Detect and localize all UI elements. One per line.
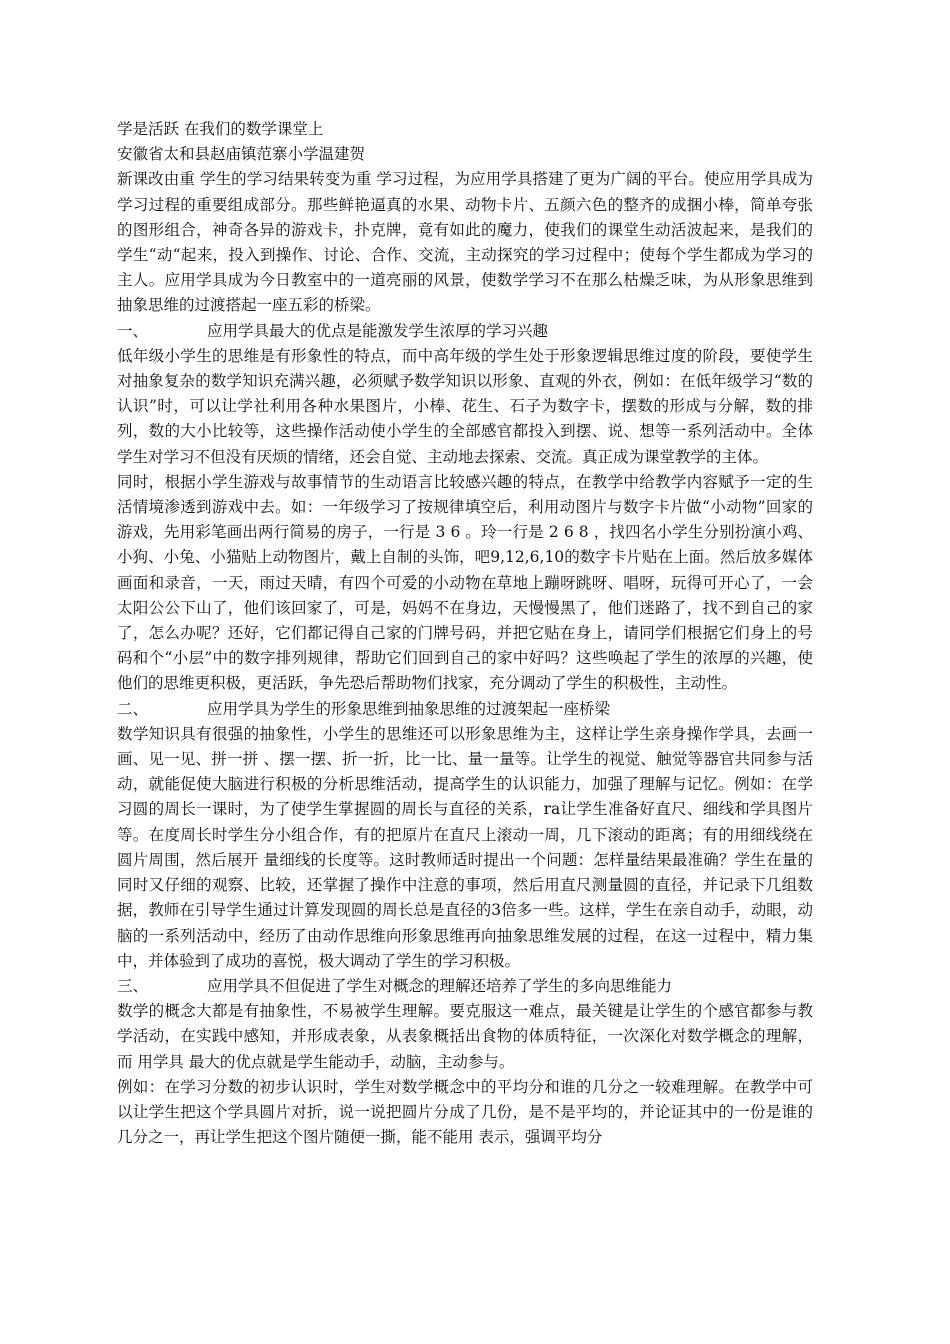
document-page: [117, 117, 813, 1150]
section-1-heading-text: 应用学具最大的优点是能激发学生浓厚的学习兴趣: [207, 321, 549, 340]
section-1-heading: [117, 319, 813, 344]
section-3-heading-text: 应用学具不但促进了学生对概念的理解还培养了学生的多向思维能力: [207, 976, 673, 995]
section-2-heading-text: 应用学具为学生的形象思维到抽象思维的过渡架起一座桥梁: [207, 699, 611, 718]
section-3-paragraph-2: 例如：在学习分数的初步认识时，学生对数学概念中的平均分和谁的几分之一较难理解。在教学中可以让学生把这个学具圆片对折，说一说把圆片分成了几份，是不是平均的，并论证其中的一份是谁的几分之一，再让学生把这个图片随便一撕，能不能用 表示，强调平均分: [117, 1077, 813, 1147]
section-2-heading: [117, 697, 813, 722]
section-2-number: 二、: [117, 699, 149, 718]
section-3-paragraph-1: 数学的概念大都是有抽象性，不易被学生理解。要克服这一难点，最关键是让学生的个感官都参与教学活动，在实践中感知，并形成表象，从表象概括出食物的体质特征，一次深化对数学概念的理解，而 用学具 最大的优点就是学生能动手，动脑，主动参与。: [117, 1002, 813, 1071]
section-2-paragraph-1: 数学知识具有很强的抽象性，小学生的思维还可以形象思维为主，这样让学生亲身操作学具，去画一画、见一见、拼一拼 、摆一摆、折一折，比一比、量一量等。让学生的视觉、触觉等器官共同参与活动，就能促使大脑进行积极的分析思维活动，提高学生的认识能力，加强了理解与记忆。例如：在学习圆的周长一课时，为了使学生掌握圆的周长与直径的关系，ra让学生准备好直尺、细线和学具图片等。在度周长时学生分小组合作，有的把原片在直尺上滚动一周，几下滚动的距离；有的用细线绕在圆片周围，然后展开 量细线的长度等。这时教师适时提出一个问题：怎样量结果最准确？学生在量的同时又仔细的观察、比较，还掌握了操作中注意的事项，然后用直尺测量圆的直径，并记录下几组数据，教师在引导学生通过计算发现圆的周长总是直径的3倍多一些。这样，学生在亲自动手，动眼，动脑的一系列活动中，经历了由动作思维向形象思维再向抽象思维发展的过程，在这一过程中，精力集中，并体验到了成功的喜悦，极大调动了学生的学习积极。: [117, 724, 813, 970]
section-3-heading: [117, 974, 813, 999]
section-1-paragraph-1: 低年级小学生的思维是有形象性的特点，而中高年级的学生处于形象逻辑思维过度的阶段，要使学生对抽象复杂的数学知识充满兴趣，必须赋予数学知识以形象、直观的外衣，例如：在低年级学习“数的认识”时，可以让学社利用各种水果图片，小棒、花生、石子为数字卡，摆数的形成与分解，数的排列，数的大小比较等，这些操作活动使小学生的全部感官都投入到摆、说、想等一系列活动中。全体学生对学习不但没有厌烦的情绪，还会自觉、主动地去探索、交流。真正成为课堂教学的主体。: [117, 346, 813, 466]
document-author: 安徽省太和县赵庙镇范寨小学温建贺: [117, 145, 366, 164]
section-1-number: 一、: [117, 321, 149, 340]
intro-paragraph: 新课改由重 学生的学习结果转变为重 学习过程，为应用学具搭建了更为广阔的平台。使应用学具成为学习过程的重要组成部分。那些鲜艳逼真的水果、动物卡片、五颜六色的整齐的成捆小棒，简单夸张的图形组合，神奇各异的游戏卡，扑克牌，竟有如此的魔力，使我们的课堂生动活波起来，是我们的学生“动“起来，投入到操作、讨论、合作、交流，主动探究的学习过程中；使每个学生都成为学习的主人。应用学具成为今日教室中的一道亮丽的风景，使数学学习不在那么枯燥乏味，为从形象思维到抽象思维的过渡搭起一座五彩的桥梁。: [117, 170, 813, 315]
section-1-paragraph-2: 同时，根据小学生游戏与故事情节的生动语言比较感兴趣的特点，在教学中给教学内容赋予一定的生活情境渗透到游戏中去。如：一年级学习了按规律填空后，利用动图片与数字卡片做“小动物”回家的游戏，先用彩笔画出两行简易的房子，一行是 3 6 。玲一行是 2 6 8 ，找四名小学生分别扮演小鸡、小狗、小兔、小猫贴上动物图片，戴上自制的头饰，吧9,12,6,10的数字卡片贴在上面。然后放多媒体画面和录音，一天，雨过天晴，有四个可爱的小动物在草地上蹦呀跳呀、唱呀，玩得可开心了，一会太阳公公下山了，他们该回家了，可是，妈妈不在身边，天慢慢黑了，他们迷路了，找不到自己的家了，怎么办呢？还好，它们都记得自己家的门牌号码，并把它贴在身上，请同学们根据它们身上的号码和个“小层”中的数字排列规律，帮助它们回到自己的家中好吗？这些唤起了学生的浓厚的兴趣，使他们的思维更积极，更活跃，争先恐后帮助物们找家，充分调动了学生的积极性，主动性。: [117, 472, 813, 693]
section-3-number: 三、: [117, 976, 149, 995]
document-title: 学是活跃 在我们的数学课堂上: [117, 120, 324, 138]
